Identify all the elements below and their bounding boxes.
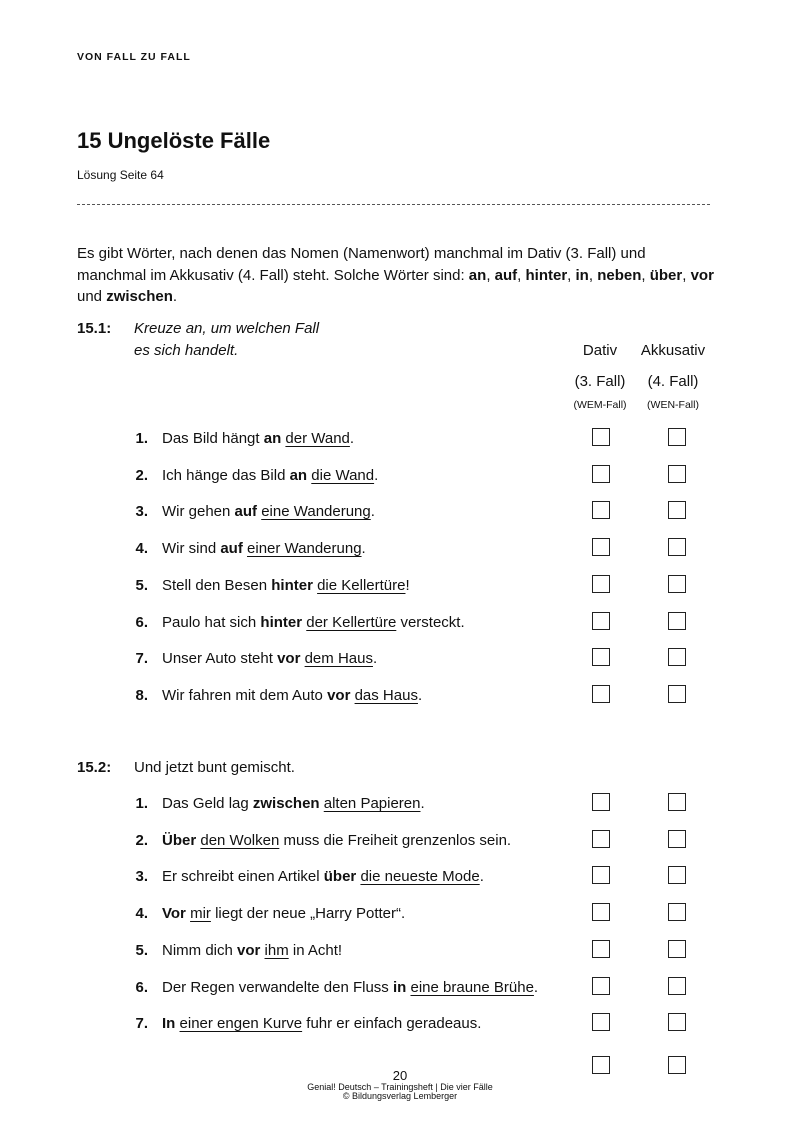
sentence-text: Unser Auto steht	[162, 650, 278, 668]
sentence-noun-phrase: die Wand	[311, 466, 375, 484]
checkbox-akkusativ[interactable]	[668, 612, 686, 630]
sentence-ending: fuhr er einfach geradeaus.	[302, 1015, 482, 1033]
checkbox-akkusativ[interactable]	[668, 940, 686, 958]
checkbox-akkusativ[interactable]	[668, 648, 686, 666]
footer-credit: Genial! Deutsch – Trainingsheft | Die vier Fälle © Bildungsverlag Lemberger	[307, 1082, 493, 1101]
sentence-ending: .	[533, 978, 539, 996]
exercise-sentence	[162, 614, 465, 631]
checkbox-dativ[interactable]	[592, 793, 610, 811]
item-number: 3.	[135, 868, 148, 886]
sentence-ending: .	[420, 795, 425, 812]
sentence-noun-phrase: dem Haus	[304, 650, 373, 668]
sentence-ending: .	[372, 650, 378, 668]
column-case-dativ: (3. Fall)	[574, 373, 626, 390]
checkbox-akkusativ[interactable]	[668, 866, 686, 884]
sentence-noun-phrase: ihm	[264, 941, 289, 959]
sentence-ending: .	[370, 503, 375, 521]
checkbox-akkusativ[interactable]	[668, 575, 686, 593]
sentence-text: Nimm dich	[162, 941, 238, 959]
checkbox-dativ[interactable]	[592, 830, 610, 848]
column-hint-dativ: (WEM-Fall)	[573, 399, 627, 411]
sentence-text: Wir gehen	[162, 503, 235, 521]
exercise-sentence	[162, 832, 511, 849]
sentence-ending: muss die Freiheit grenzenlos sein.	[279, 831, 512, 849]
exercise-sentence	[162, 687, 422, 704]
checkbox-dativ[interactable]	[592, 1013, 610, 1031]
sentence-noun-phrase: die neueste Mode	[360, 868, 480, 886]
column-header-dativ: Dativ	[582, 342, 618, 359]
sentence-noun-phrase: eine braune Brühe	[410, 978, 534, 996]
sentence-ending: !	[405, 576, 410, 594]
preposition-ueber: über	[649, 266, 683, 284]
exercise-sentence	[162, 942, 342, 959]
checkbox-akkusativ[interactable]	[668, 538, 686, 556]
sentence-ending: .	[417, 686, 423, 704]
sentence-noun-phrase: eine Wanderung	[261, 503, 371, 521]
checkbox-dativ[interactable]	[592, 977, 610, 995]
sentence-preposition: vor	[237, 941, 261, 959]
checkbox-dativ[interactable]	[592, 465, 610, 483]
sentence-ending: .	[374, 466, 379, 484]
item-number: 7.	[135, 1015, 148, 1033]
page-title: 15 Ungelöste Fälle	[77, 128, 271, 153]
exercise-sentence	[162, 650, 377, 667]
sentence-text: Der Regen verwandelte den Fluss	[162, 978, 393, 996]
sentence-preposition: in	[392, 978, 407, 996]
sentence-noun-phrase: der Kellertüre	[306, 613, 397, 631]
sentence-noun-phrase: mir	[190, 905, 211, 923]
sentence-text: Wir fahren mit dem Auto	[162, 686, 328, 704]
exercise-sentence	[162, 467, 378, 484]
checkbox-dativ[interactable]	[592, 866, 610, 884]
column-header-akkusativ: Akkusativ	[640, 342, 706, 359]
sentence-noun-phrase: der Wand	[285, 430, 350, 447]
sentence-preposition: Vor	[162, 905, 186, 923]
checkbox-dativ[interactable]	[592, 648, 610, 666]
item-number: 2.	[135, 831, 148, 849]
checkbox-dativ[interactable]	[592, 428, 610, 446]
item-number: 1.	[135, 430, 148, 447]
checkbox-akkusativ[interactable]	[668, 830, 686, 848]
sentence-preposition: vor	[327, 686, 351, 704]
exercise-sentence	[162, 979, 538, 996]
item-number: 8.	[135, 686, 148, 704]
sentence-ending: .	[349, 430, 355, 447]
exercise-sentence	[162, 577, 410, 594]
solution-reference: Lösung Seite 64	[77, 168, 164, 182]
sentence-text: Wir sind	[162, 540, 221, 558]
sentence-text: Das Geld lag	[162, 795, 253, 812]
item-number: 5.	[135, 576, 148, 594]
preposition-in: in	[575, 266, 589, 284]
checkbox-dativ[interactable]	[592, 685, 610, 703]
checkbox-akkusativ[interactable]	[668, 501, 686, 519]
sentence-noun-phrase: einer engen Kurve	[179, 1015, 303, 1033]
exercise-sentence	[162, 430, 354, 447]
checkbox-akkusativ[interactable]	[668, 465, 686, 483]
sentence-preposition: auf	[234, 503, 258, 521]
sentence-noun-phrase: alten Papieren	[323, 795, 421, 812]
preposition-neben: neben	[597, 266, 642, 284]
sentence-preposition: über	[323, 868, 357, 886]
item-number: 5.	[135, 941, 148, 959]
sentence-text: Stell den Besen	[162, 576, 272, 594]
sentence-noun-phrase: einer Wanderung	[247, 540, 362, 558]
checkbox-akkusativ[interactable]	[668, 793, 686, 811]
dashed-divider	[77, 204, 710, 205]
section-instruction-15-2: Und jetzt bunt gemischt.	[134, 759, 295, 776]
page-number: 20	[392, 1068, 408, 1083]
checkbox-akkusativ[interactable]	[668, 977, 686, 995]
checkbox-dativ[interactable]	[592, 903, 610, 921]
item-number: 1.	[135, 795, 148, 812]
checkbox-akkusativ[interactable]	[668, 685, 686, 703]
preposition-an: an	[468, 266, 487, 284]
column-case-akkusativ: (4. Fall)	[647, 373, 699, 390]
running-header: VON FALL ZU FALL	[77, 51, 191, 63]
exercise-sentence	[162, 905, 405, 922]
sentence-noun-phrase: den Wolken	[200, 831, 280, 849]
column-hint-akkusativ: (WEN-Fall)	[647, 399, 699, 411]
sentence-text: Er schreibt einen Artikel	[162, 868, 324, 886]
preposition-zwischen: zwischen	[106, 288, 173, 305]
sentence-ending: in Acht!	[288, 941, 343, 959]
sentence-preposition: vor	[277, 650, 301, 668]
sentence-preposition: hinter	[271, 576, 313, 594]
checkbox-akkusativ[interactable]	[668, 1013, 686, 1031]
preposition-vor: vor	[690, 266, 714, 284]
checkbox-dativ[interactable]	[592, 612, 610, 630]
section-number-15-1: 15.1:	[77, 320, 112, 337]
item-number: 4.	[135, 905, 148, 923]
exercise-sentence	[162, 503, 375, 520]
sentence-preposition: zwischen	[252, 795, 320, 812]
intro-paragraph: Es gibt Wörter, nach denen das Nomen (Namenwort) manchmal im Dativ (3. Fall) und manchmal im Akkusativ (4. Fall) steht. Solche Wörter sind: an, auf, hinter, in, neben, über, vor und zwischen.	[77, 245, 714, 305]
exercise-sentence	[162, 868, 484, 885]
item-number: 7.	[135, 650, 148, 668]
sentence-ending: .	[479, 868, 484, 886]
preposition-auf: auf	[494, 266, 518, 284]
sentence-text: Paulo hat sich	[162, 613, 261, 631]
exercise-sentence	[162, 1015, 481, 1032]
exercise-sentence	[162, 795, 425, 812]
preposition-hinter: hinter	[525, 266, 568, 284]
checkbox-akkusativ[interactable]	[668, 428, 686, 446]
sentence-preposition: auf	[220, 540, 243, 558]
sentence-ending: versteckt.	[396, 613, 465, 631]
checkbox-dativ[interactable]	[592, 538, 610, 556]
section-instruction-15-1: Kreuze an, um welchen Fall es sich handelt.	[134, 320, 320, 359]
item-number: 3.	[135, 503, 148, 521]
sentence-noun-phrase: das Haus	[354, 686, 418, 704]
item-number: 2.	[135, 466, 148, 484]
checkbox-akkusativ[interactable]	[668, 903, 686, 921]
checkbox-dativ[interactable]	[592, 575, 610, 593]
item-number: 6.	[135, 978, 148, 996]
sentence-ending: liegt der neue „Harry Potter“.	[210, 905, 406, 923]
exercise-sentence	[162, 540, 366, 557]
sentence-preposition: an	[263, 430, 282, 447]
checkbox-dativ[interactable]	[592, 940, 610, 958]
sentence-preposition: In	[162, 1015, 176, 1033]
section-number-15-2: 15.2:	[77, 759, 112, 776]
checkbox-dativ[interactable]	[592, 501, 610, 519]
sentence-preposition: an	[289, 466, 308, 484]
item-number: 4.	[135, 540, 148, 558]
sentence-ending: .	[361, 540, 366, 558]
sentence-preposition: hinter	[260, 613, 303, 631]
item-number: 6.	[135, 613, 148, 631]
sentence-text: Das Bild hängt	[162, 430, 264, 447]
sentence-preposition: Über	[162, 831, 197, 849]
sentence-text: Ich hänge das Bild	[162, 466, 290, 484]
sentence-noun-phrase: die Kellertüre	[317, 576, 406, 594]
